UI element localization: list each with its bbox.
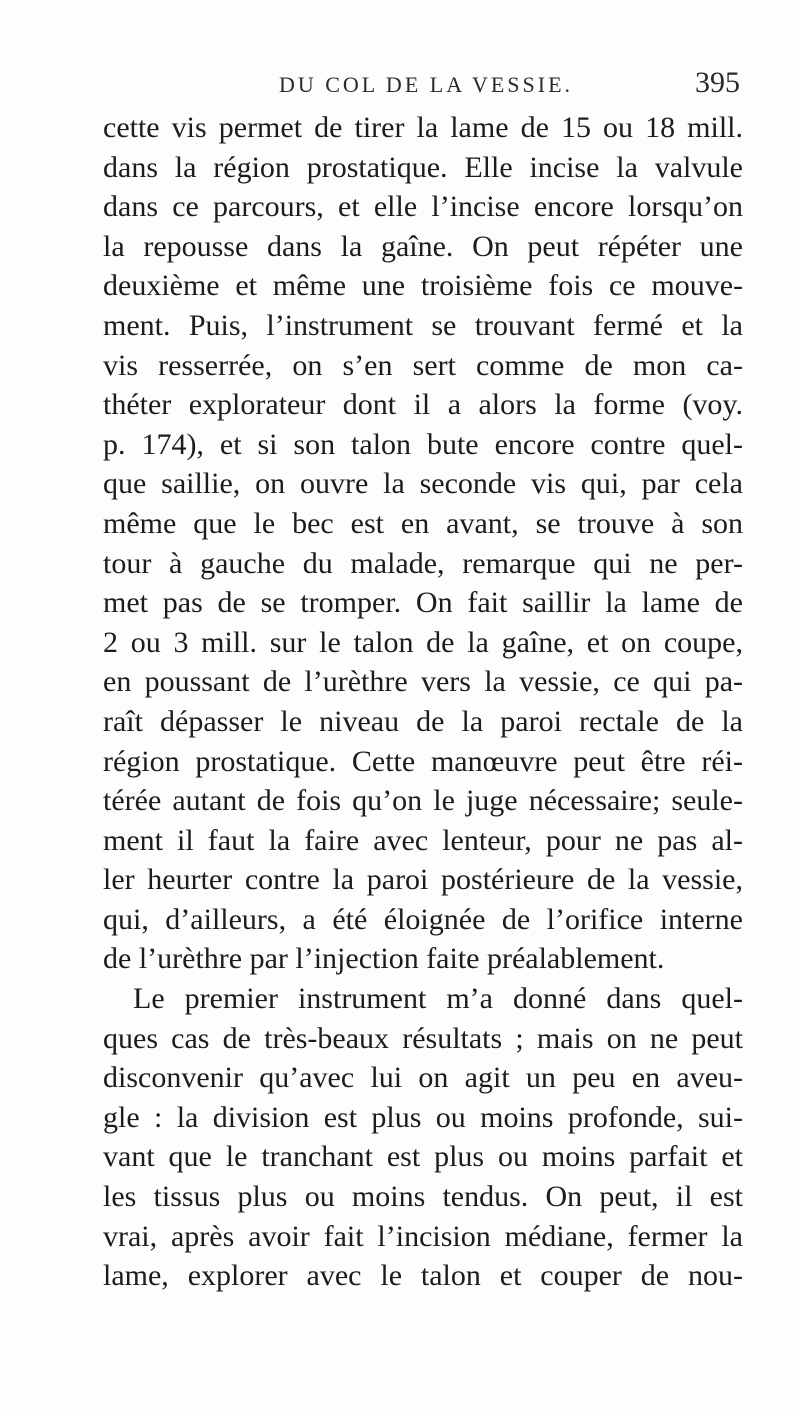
text-line: dans ce parcours, et elle l’incise encore lorsqu’on (103, 190, 743, 224)
text-line: Le premier instrument m’a donné dans quel- (133, 982, 743, 1016)
text-line: théter explorateur dont il a alors la forme (voy. (103, 388, 743, 422)
text-line: ques cas de très-beaux résultats ; mais on ne peut (103, 1021, 743, 1055)
text-line: cette vis permet de tirer la lame de 15 ou 18 mill. (103, 111, 743, 144)
text-line: les tissus plus ou moins tendus. On peut, il est (103, 1180, 743, 1214)
text-line: la repousse dans la gaîne. On peut répéter une (103, 229, 743, 263)
text-line: vis resserrée, on s’en sert comme de mon ca- (103, 348, 743, 382)
text-line: 2 ou 3 mill. sur le talon de la gaîne, et on coupe, (103, 625, 743, 659)
text-line: dans la région prostatique. Elle incise la valvule (103, 150, 743, 184)
running-head (112, 66, 740, 106)
text-line: deuxième et même une troisième fois ce mouve- (103, 269, 743, 303)
text-line: disconvenir qu’avec lui on agit un peu en aveu- (103, 1061, 743, 1095)
text-line: p. 174), et si son talon bute encore contre quel- (103, 427, 743, 461)
text-line: que saillie, on ouvre la seconde vis qui, par cela (103, 467, 743, 501)
text-line: ler heurter contre la paroi postérieure de la vessie, (103, 863, 743, 897)
text-line: région prostatique. Cette manœuvre peut être réi- (103, 744, 743, 778)
text-line: vant que le tranchant est plus ou moins parfait et (103, 1140, 743, 1174)
running-title: DU COL DE LA VESSIE. (278, 72, 574, 97)
text-line: qui, d’ailleurs, a été éloignée de l’orifice interne (103, 902, 743, 936)
page-number: 395 (695, 66, 740, 99)
text-line: de l’urèthre par l’injection faite préalablement. (103, 942, 665, 976)
text-line: lame, explorer avec le talon et couper de nou- (103, 1259, 743, 1293)
text-line: ment. Puis, l’instrument se trouvant fermé et la (103, 308, 743, 342)
text-line: tour à gauche du malade, remarque qui ne per- (103, 546, 743, 580)
body-text (103, 108, 743, 1296)
text-line: ment il faut la faire avec lenteur, pour ne pas al- (103, 823, 743, 857)
text-line: térée autant de fois qu’on le juge nécessaire; seule- (103, 784, 743, 818)
text-line: raît dépasser le niveau de la paroi rectale de la (103, 704, 743, 738)
text-line: gle : la division est plus ou moins profonde, sui- (103, 1100, 743, 1134)
text-line: vrai, après avoir fait l’incision médiane, fermer la (103, 1219, 743, 1253)
text-line: en poussant de l’urèthre vers la vessie, ce qui pa- (103, 665, 743, 699)
text-line: même que le bec est en avant, se trouve à son (103, 506, 743, 540)
text-line: met pas de se tromper. On fait saillir la lame de (103, 586, 743, 620)
